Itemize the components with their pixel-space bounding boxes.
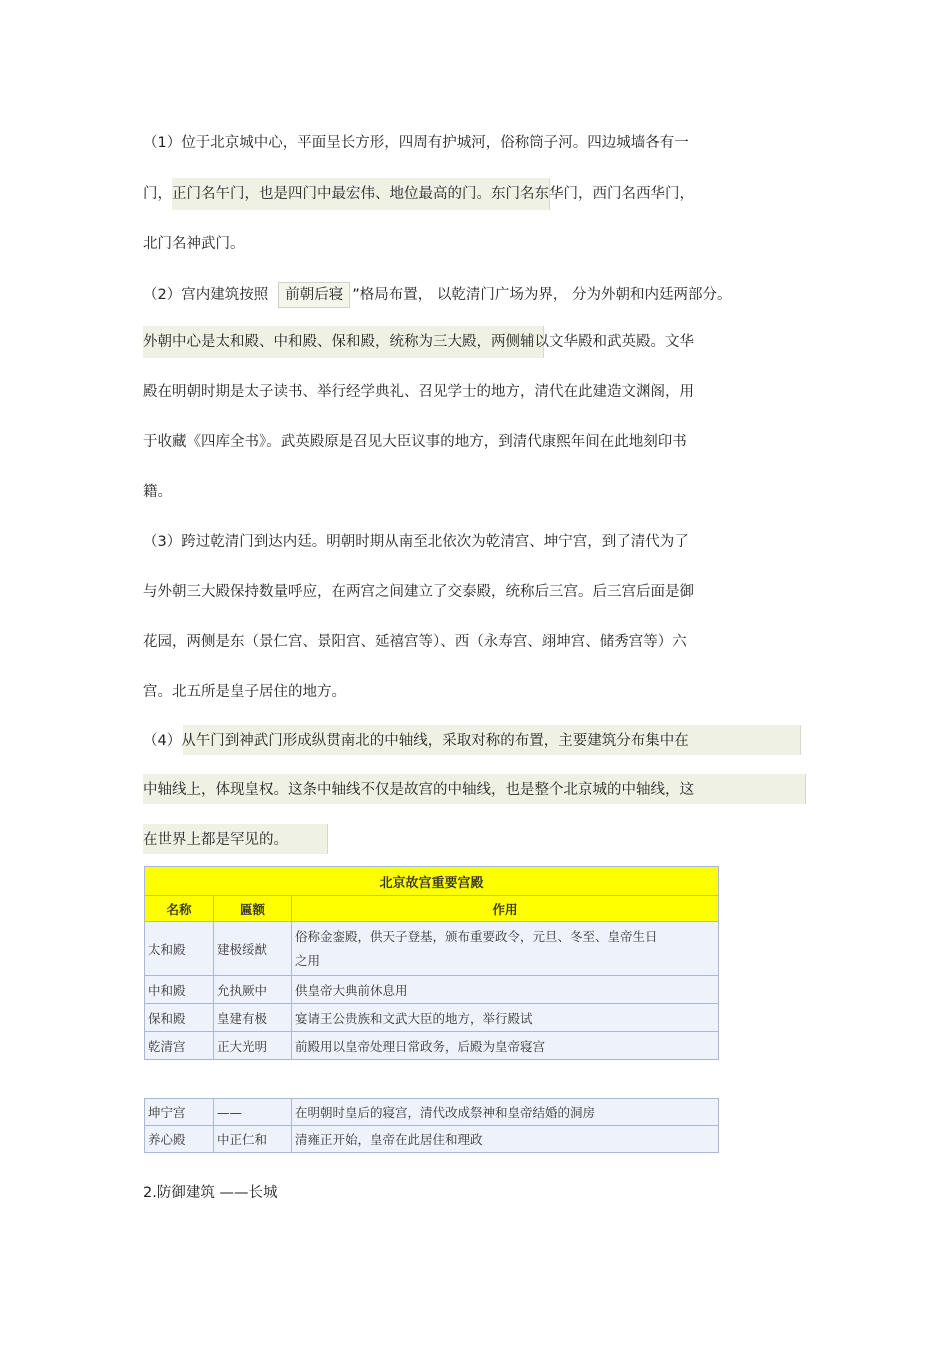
p2-line4: 于收藏《四库全书》。武英殿原是召见大臣议事的地方，到清代康熙年间在此地刻印书	[143, 434, 687, 450]
table-row	[145, 922, 719, 976]
cell-plaque: 正大光明	[214, 1032, 292, 1060]
table-header-use: 作用	[292, 896, 719, 922]
p4-line1-b: 从午门到神武门形成纵贯南北的中轴线，采取对称的布置，主要建筑分布集中在	[181, 733, 689, 749]
palace-table-continued	[144, 1098, 719, 1153]
p4-line1	[143, 731, 689, 751]
p3-line1: （3）跨过乾清门到达内廷。明朝时期从南至北依次为乾清宫、坤宁宫，到了清代为了	[143, 534, 689, 550]
cell-name: 中和殿	[145, 976, 214, 1004]
cell-plaque: ——	[214, 1099, 292, 1126]
table-title: 北京故宫重要宫殿	[145, 867, 719, 896]
p2-line2-a: 外朝中心是太和殿、中和殿、保和殿，统称为三大殿，两	[143, 334, 506, 350]
palace-table	[144, 866, 719, 1060]
table-row	[145, 1126, 719, 1153]
section-heading: 2.防御建筑 ——长城	[143, 1185, 278, 1201]
cell-use	[292, 922, 719, 976]
table-row	[145, 1032, 719, 1060]
p1-line2-a: 门，	[143, 186, 172, 202]
cell-plaque: 建极绥猷	[214, 922, 292, 976]
cell-use: 在明朝时皇后的寝宫，清代改成祭神和皇帝结婚的洞房	[292, 1099, 719, 1126]
cell-plaque: 允执厥中	[214, 976, 292, 1004]
p3-line2: 与外朝三大殿保持数量呼应，在两宫之间建立了交泰殿，统称后三宫。后三宫后面是御	[143, 584, 694, 600]
cell-name: 保和殿	[145, 1004, 214, 1032]
p1-line3: 北门名神武门。	[143, 236, 245, 252]
table-header-name: 名称	[145, 896, 214, 922]
cell-name: 养心殿	[145, 1126, 214, 1153]
p3-line4: 宫。北五所是皇子居住的地方。	[143, 684, 346, 700]
p2-line5: 籍。	[143, 484, 172, 500]
p1-line2-b: 正门名午门，也是四门中最宏伟、地位最高的门。	[172, 186, 491, 202]
cell-plaque: 中正仁和	[214, 1126, 292, 1153]
p2-line2-b: 侧辅以文华殿和武英殿。文华	[505, 334, 694, 350]
cell-use: 宴请王公贵族和文武大臣的地方，举行殿试	[292, 1004, 719, 1032]
p2-line3: 殿在明朝时期是太子读书、举行经学典礼、召见学士的地方，清代在此建造文渊阁，用	[143, 384, 694, 400]
p3-line3: 花园，两侧是东（景仁宫、景阳宫、延禧宫等）、西（永寿宫、翊坤宫、储秀宫等）六	[143, 634, 687, 650]
quote-box: 前朝后寝	[278, 282, 350, 308]
p4-line2: 中轴线上，体现皇权。这条中轴线不仅是故宫的中轴线，也是整个北京城的中轴线，这	[143, 782, 694, 798]
cell-name: 坤宁宫	[145, 1099, 214, 1126]
p1-line1: （1）位于北京城中心，平面呈长方形，四周有护城河，俗称筒子河。四边城墙各有一	[143, 135, 689, 151]
p2-line1	[143, 282, 731, 308]
p1-line2	[143, 184, 694, 204]
cell-plaque: 皇建有极	[214, 1004, 292, 1032]
cell-use: 供皇帝大典前休息用	[292, 976, 719, 1004]
table-row	[145, 1099, 719, 1126]
table-header-plaque: 匾额	[214, 896, 292, 922]
cell-use-line2: 之用	[295, 952, 321, 968]
cell-use: 前殿用以皇帝处理日常政务，后殿为皇帝寝宫	[292, 1032, 719, 1060]
p2-line1-c: ”格局布置， 以乾清门广场为界， 分为外朝和内廷两部分。	[352, 287, 732, 303]
p2-line2	[143, 332, 694, 352]
cell-use: 清雍正开始，皇帝在此居住和理政	[292, 1126, 719, 1153]
cell-name: 乾清宫	[145, 1032, 214, 1060]
p4-line1-a: （4）	[143, 733, 182, 749]
cell-name: 太和殿	[145, 922, 214, 976]
p1-line2-c: 东门名东华门，西门名西华门，	[491, 186, 694, 202]
table-row	[145, 976, 719, 1004]
p2-line1-a: （2）宫内建筑按照	[143, 287, 269, 303]
cell-use-line1: 俗称金銮殿，供天子登基，颁布重要政令，元旦、冬至、皇帝生日	[295, 928, 658, 944]
p4-line3: 在世界上都是罕见的。	[143, 832, 288, 848]
table-row	[145, 1004, 719, 1032]
